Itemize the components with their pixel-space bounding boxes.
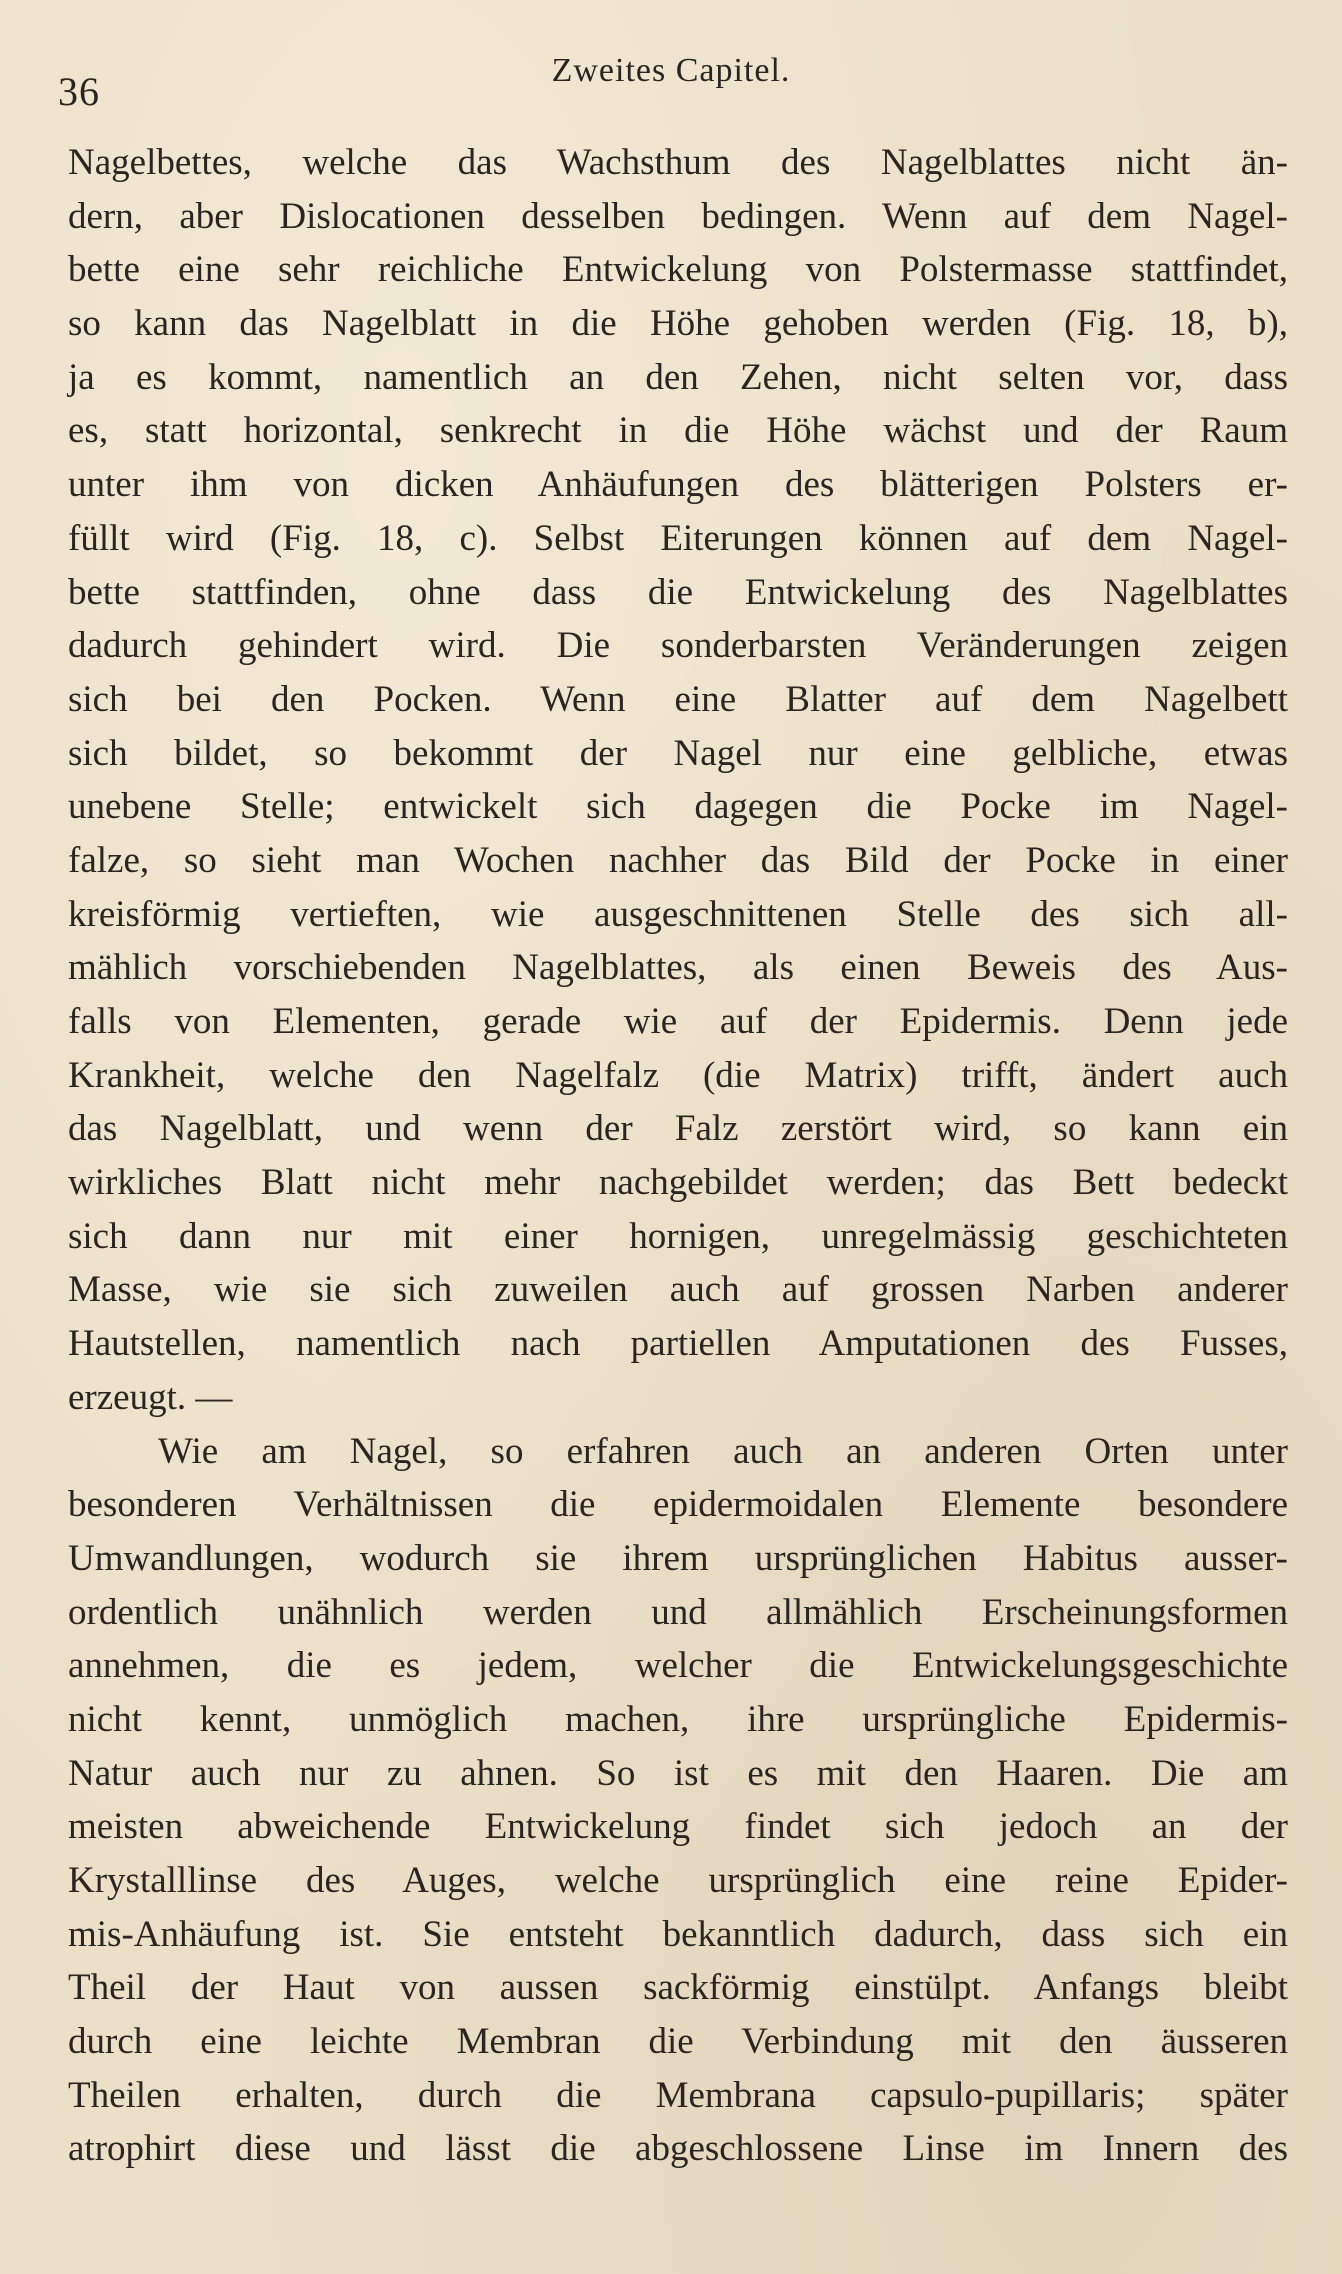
text-line: falze, so sieht man Wochen nachher das Bild der Pocke in einer — [68, 839, 1288, 881]
text-line: ja es kommt, namentlich an den Zehen, nicht selten vor, dass — [68, 356, 1288, 398]
page-number: 36 — [58, 69, 100, 114]
text-line: so kann das Nagelblatt in die Höhe gehoben werden (Fig. 18, b), — [68, 303, 1288, 345]
text-line: Theilen erhalten, durch die Membrana capsulo-pupillaris; später — [68, 2074, 1288, 2116]
text-line: sich bei den Pocken. Wenn eine Blatter auf dem Nagelbett — [68, 678, 1288, 720]
text-line: bette stattfinden, ohne dass die Entwickelung des Nagelblattes — [68, 571, 1288, 613]
running-head: Zweites Capitel. — [551, 52, 791, 89]
text-line: Hautstellen, namentlich nach partiellen Amputationen des Fusses, — [68, 1323, 1288, 1365]
text-line: mis-Anhäufung ist. Sie entsteht bekanntlich dadurch, dass sich ein — [68, 1913, 1288, 1955]
text-line: ordentlich unähnlich werden und allmählich Erscheinungsformen — [68, 1591, 1288, 1633]
text-line: Natur auch nur zu ahnen. So ist es mit den Haaren. Die am — [68, 1752, 1288, 1794]
text-line: Masse, wie sie sich zuweilen auch auf grossen Narben anderer — [68, 1269, 1288, 1311]
body-text — [68, 136, 1288, 2176]
text-line: Umwandlungen, wodurch sie ihrem ursprünglichen Habitus ausser- — [68, 1537, 1288, 1579]
text-line: besonderen Verhältnissen die epidermoidalen Elemente besondere — [68, 1484, 1288, 1526]
text-line: Nagelbettes, welche das Wachsthum des Nagelblattes nicht än- — [68, 142, 1288, 183]
text-line: unter ihm von dicken Anhäufungen des blätterigen Polsters er- — [68, 464, 1288, 506]
text-line: falls von Elementen, gerade wie auf der Epidermis. Denn jede — [68, 1001, 1288, 1042]
text-line: das Nagelblatt, und wenn der Falz zerstört wird, so kann ein — [68, 1108, 1288, 1150]
text-line: atrophirt diese und lässt die abgeschlossene Linse im Innern des — [68, 2128, 1288, 2170]
text-line: bette eine sehr reichliche Entwickelung von Polstermasse stattfindet, — [68, 249, 1288, 291]
text-line: füllt wird (Fig. 18, c). Selbst Eiterungen können auf dem Nagel- — [68, 517, 1288, 559]
text-line: annehmen, die es jedem, welcher die Entwickelungsgeschichte — [68, 1645, 1288, 1687]
text-line: Theil der Haut von aussen sackförmig einstülpt. Anfangs bleibt — [68, 1967, 1288, 2009]
text-line: es, statt horizontal, senkrecht in die Höhe wächst und der Raum — [68, 410, 1288, 452]
text-line: mählich vorschiebenden Nagelblattes, als einen Beweis des Aus- — [68, 947, 1288, 989]
text-line: wirkliches Blatt nicht mehr nachgebildet werden; das Bett bedeckt — [68, 1162, 1288, 1204]
text-line: unebene Stelle; entwickelt sich dagegen die Pocke im Nagel- — [68, 786, 1288, 828]
text-line: Krankheit, welche den Nagelfalz (die Matrix) trifft, ändert auch — [68, 1054, 1288, 1096]
text-line: nicht kennt, unmöglich machen, ihre ursprüngliche Epidermis- — [68, 1698, 1288, 1740]
text-line: dern, aber Dislocationen desselben bedingen. Wenn auf dem Nagel- — [68, 195, 1288, 237]
text-line: sich bildet, so bekommt der Nagel nur eine gelbliche, etwas — [68, 732, 1288, 774]
text-line: dadurch gehindert wird. Die sonderbarsten Veränderungen zeigen — [68, 625, 1288, 667]
text-line: meisten abweichende Entwickelung findet sich jedoch an der — [68, 1806, 1288, 1848]
text-line: durch eine leichte Membran die Verbindung mit den äusseren — [68, 2021, 1288, 2063]
page-header — [58, 50, 1284, 114]
text-line: Krystalllinse des Auges, welche ursprünglich eine reine Epider- — [68, 1860, 1288, 1901]
text-line: kreisförmig vertieften, wie ausgeschnittenen Stelle des sich all- — [68, 893, 1288, 935]
text-line: erzeugt. — — [68, 1376, 233, 1418]
text-line: Wie am Nagel, so erfahren auch an anderen Orten unter — [158, 1430, 1288, 1472]
text-line: sich dann nur mit einer hornigen, unregelmässig geschichteten — [68, 1215, 1288, 1257]
